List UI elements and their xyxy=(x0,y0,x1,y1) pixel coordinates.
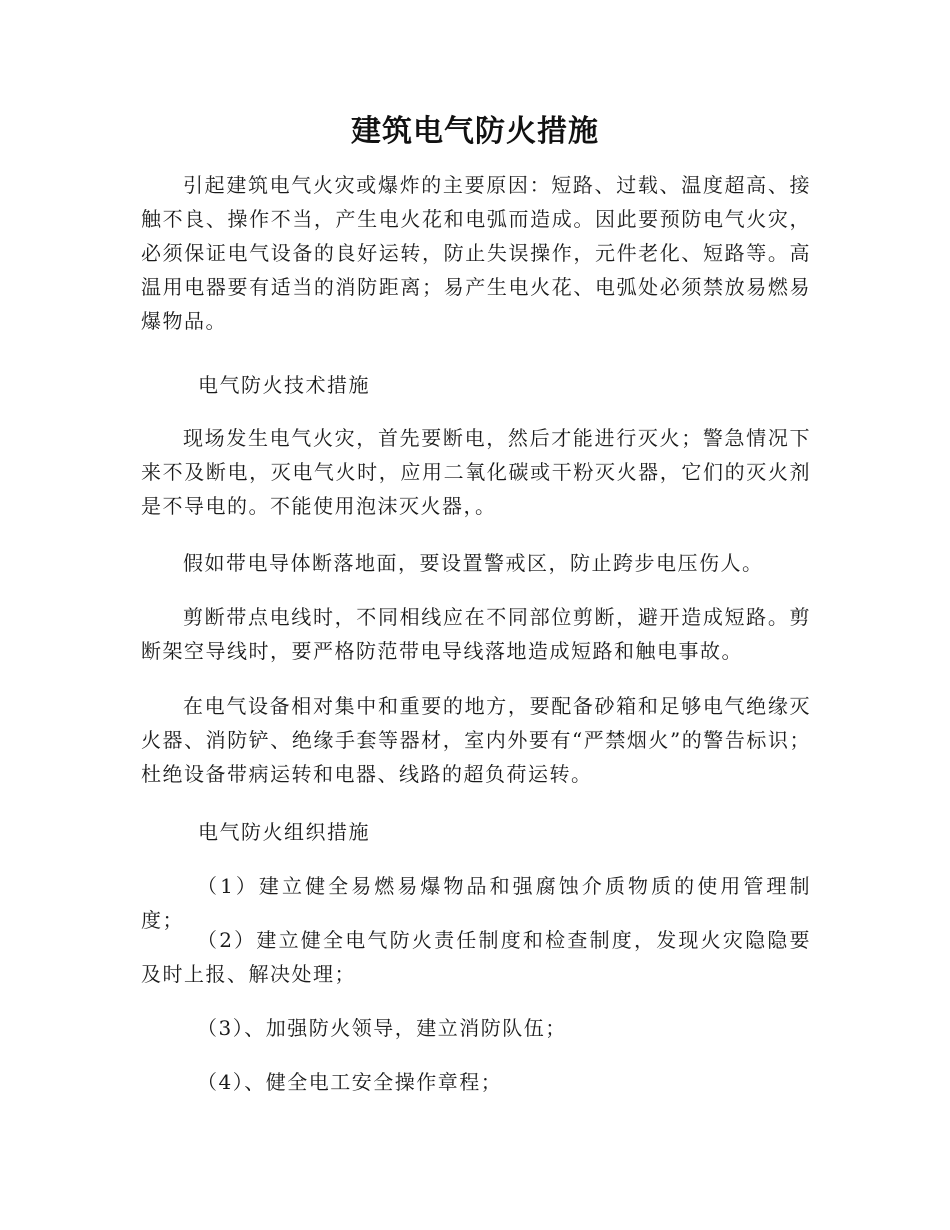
section-heading-technical: 电气防火技术措施 xyxy=(198,373,370,397)
intro-paragraph: 引起建筑电气火灾或爆炸的主要原因：短路、过载、温度超高、接触不良、操作不当，产生电火花和电弧而造成。因此要预防电气火灾，必须保证电气设备的良好运转，防止失误操作，元件老化、短路等。高温用电器要有适当的消防距离；易产生电火花、电弧处必须禁放易燃易爆物品。 xyxy=(141,173,811,333)
section-heading-organizational: 电气防火组织措施 xyxy=(198,820,370,844)
list-item-3: （3）、加强防火领导，建立消防队伍； xyxy=(197,1016,567,1040)
list-item-2: （2）建立健全电气防火责任制度和检查制度，发现火灾隐隐要及时上报、解决处理； xyxy=(141,928,811,986)
paragraph-fallen-conductor: 假如带电导体断落地面，要设置警戒区，防止跨步电压伤人。 xyxy=(183,551,764,575)
document-title: 建筑电气防火措施 xyxy=(351,114,599,149)
paragraph-equipment: 在电气设备相对集中和重要的地方，要配备砂箱和足够电气绝缘灭火器、消防铲、绝缘手套等器材，室内外要有“严禁烟火”的警告标识；杜绝设备带病运转和电器、线路的超负荷运转。 xyxy=(141,694,811,786)
paragraph-fire-response: 现场发生电气火灾，首先要断电，然后才能进行灭火；警急情况下来不及断电，灭电气火时，应用二氧化碳或干粉灭火器，它们的灭火剂是不导电的。不能使用泡沫灭火器，。 xyxy=(141,426,811,518)
paragraph-cutting-wires: 剪断带点电线时，不同相线应在不同部位剪断，避开造成短路。剪断架空导线时，要严格防范带电导线落地造成短路和触电事故。 xyxy=(141,605,811,663)
list-item-1: （1）建立健全易燃易爆物品和强腐蚀介质物质的使用管理制度； xyxy=(141,874,811,932)
list-item-4: （4）、健全电工安全操作章程； xyxy=(197,1070,503,1094)
